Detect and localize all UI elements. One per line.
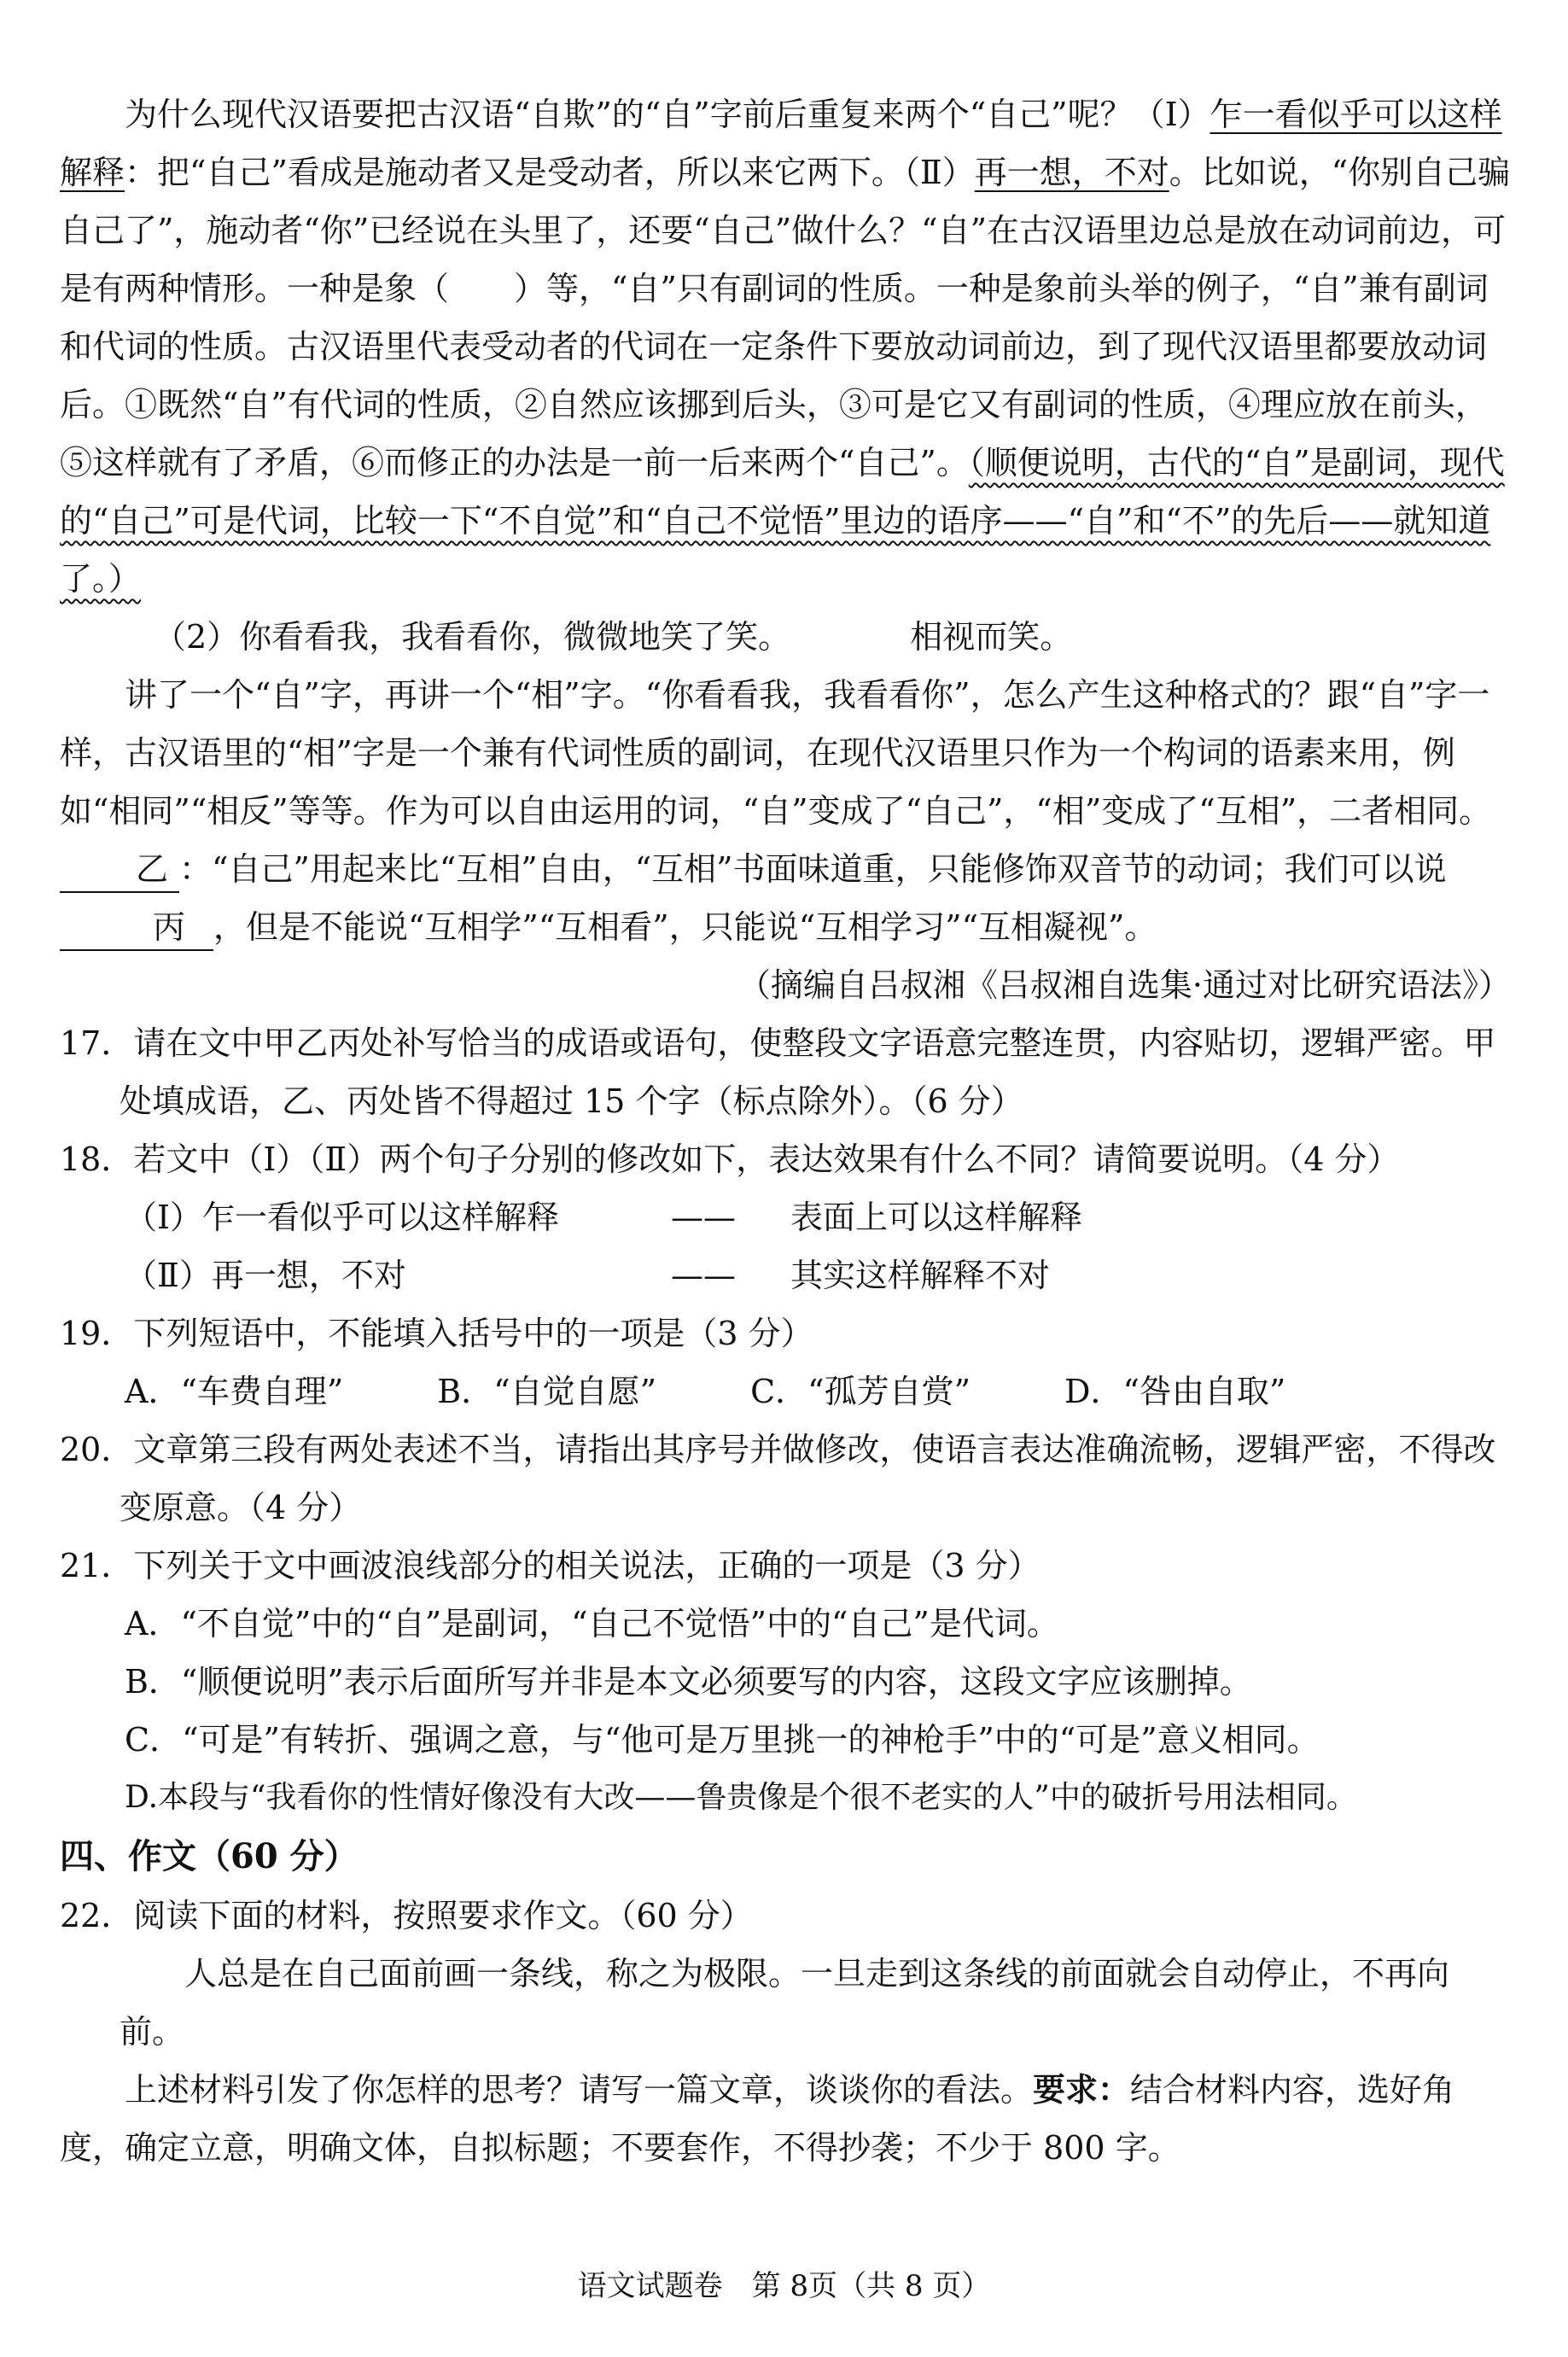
para2-text-a: 讲了一个“自”字，再讲一个“相”字。“你看看我，我看看你”，怎么产生这种格式的？跟“自”字一样，古汉语里的“相”字是一个兼有代词性质的副词，在现代汉语里只作为一个构词的语素来用，例如“相同”“相反”等等。作为可以自由运用的词，“自”变成了“自己”，“相”变成了“互相”，二者相同。	[60, 676, 1492, 830]
question-19: 19．下列短语中，不能填入括号中的一项是（3 分）	[60, 1315, 813, 1352]
blank-yi: 乙	[60, 847, 179, 893]
example2-right: 相视而笑。	[910, 618, 1073, 656]
section-title-writing: 四、作文（60 分）	[60, 1836, 358, 1876]
passage-paragraph-2	[60, 666, 1511, 956]
q18-r1-original: （Ⅰ）乍一看似乎可以这样解释	[125, 1199, 560, 1236]
q18-r2-dash: ——	[671, 1257, 736, 1294]
passage-paragraph-1	[60, 85, 1511, 608]
underlined-sentence-1: 乍一看似乎可以这样解释	[60, 96, 1502, 191]
para1-text-c: 。比如说，“你别自己骗自己了”，施动者“你”已经说在头里了，还要“自己”做什么？“自”在古汉语里边总是放在动词前边，可是有两种情形。一种是象（ ）等，“自”只有副词的性质。一种是象前头举的例子，“自”兼有副词和代词的性质。古汉语里代表受动者的代词在一定条件下要放动词前边，到了现代汉语里都要放动词后。①既然“自”有代词的性质，②自然应该挪到后头，③可是它又有副词的性质，④理应放在前头，⑤这样就有了矛盾，⑥而修正的办法是一前一后来两个“自己”。	[60, 154, 1511, 481]
para2-text-c: ，但是不能说“互相学”“互相看”，只能说“互相学习”“互相凝视”。	[213, 908, 1157, 946]
exam-page	[60, 85, 1511, 2177]
example2-left: （2）你看看我，我看看你，微微地笑了笑。	[154, 618, 791, 656]
question-20: 20．文章第三段有两处表述不当，请指出其序号并做修改，使语言表达准确流畅，逻辑严密，不得改变原意。（4 分）	[60, 1431, 1496, 1526]
q18-r1-dash: ——	[671, 1199, 736, 1236]
q21-option-a: A．“不自觉”中的“自”是副词，“自己不觉悟”中的“自己”是代词。	[125, 1605, 1059, 1642]
q21-option-d: D.本段与“我看你的性情好像没有大改——鲁贵像是个很不老实的人”中的破折号用法相同。	[125, 1780, 1357, 1815]
question-17: 17．请在文中甲乙丙处补写恰当的成语或语句，使整段文字语意完整连贯，内容贴切，逻辑严密。甲处填成语，乙、丙处皆不得超过 15 个字（标点除外）。（6 分）	[60, 1024, 1496, 1120]
writing-material: 人总是在自己面前画一条线，称之为极限。一旦走到这条线的前面就会自动停止，不再向前。	[119, 1955, 1450, 2051]
q19-option-c: C．“孤芳自赏”	[750, 1373, 971, 1410]
q18-r2-revised: 其实这样解释不对	[790, 1257, 1051, 1294]
example-sentence-2	[60, 608, 1511, 666]
q19-option-b: B．“自觉自愿”	[437, 1373, 657, 1410]
q18-r1-revised: 表面上可以这样解释	[790, 1199, 1083, 1236]
q18-revision-2	[60, 1246, 1511, 1304]
q19-option-d: D．“咎由自取”	[1064, 1373, 1286, 1410]
writing-prompt-a: 上述材料引发了你怎样的思考？请写一篇文章，谈谈你的看法。	[125, 2071, 1034, 2109]
wavy-underlined-text: （顺便说明，古代的“自”是副词，现代的“自己”可是代词，比较一下“不自觉”和“自己不觉悟”里边的语序——“自”和“不”的先后——就知道了。）	[60, 444, 1505, 598]
question-21: 21．下列关于文中画波浪线部分的相关说法，正确的一项是（3 分）	[60, 1547, 1040, 1584]
underlined-sentence-2: 再一想，不对	[974, 154, 1169, 191]
q21-option-b: B．“顺便说明”表示后面所写并非是本文必须要写的内容，这段文字应该删掉。	[125, 1663, 1252, 1701]
question-22: 22．阅读下面的材料，按照要求作文。（60 分）	[60, 1897, 753, 1934]
q18-r2-original: （Ⅱ）再一想，不对	[125, 1257, 406, 1294]
writing-requirements-label: 要求：	[1033, 2070, 1131, 2109]
q18-revision-1	[60, 1188, 1511, 1246]
para1-text-b: ：把“自己”看成是施动者又是受动者，所以来它两下。（Ⅱ）	[125, 154, 975, 191]
blank-bing: 丙	[60, 905, 213, 951]
q19-option-a: A．“车费自理”	[125, 1373, 344, 1410]
page-footer: 语文试题卷 第 8页（共 8 页）	[577, 2269, 991, 2303]
writing-prompt	[60, 2061, 1511, 2177]
question-18: 18．若文中（Ⅰ）（Ⅱ）两个句子分别的修改如下，表达效果有什么不同？请简要说明。（4 分）	[60, 1141, 1400, 1178]
q19-options	[60, 1362, 1511, 1421]
writing-prompt-b: 结合材料内容，选好角度，确定立意，明确文体，自拟标题；不要套作，不得抄袭；不少于 800 字。	[60, 2071, 1455, 2167]
q21-option-c: C．“可是”有转折、强调之意，与“他可是万里挑一的神枪手”中的“可是”意义相同。	[125, 1721, 1320, 1759]
source-citation: （摘编自吕叔湘《吕叔湘自选集·通过对比研究语法》）	[737, 966, 1511, 1004]
para2-text-b: ：“自己”用起来比“互相”自由，“互相”书面味道重，只能修饰双音节的动词；我们可以说	[179, 850, 1447, 888]
para1-text-a: 为什么现代汉语要把古汉语“自欺”的“自”字前后重复来两个“自己”呢？（Ⅰ）	[125, 96, 1210, 133]
